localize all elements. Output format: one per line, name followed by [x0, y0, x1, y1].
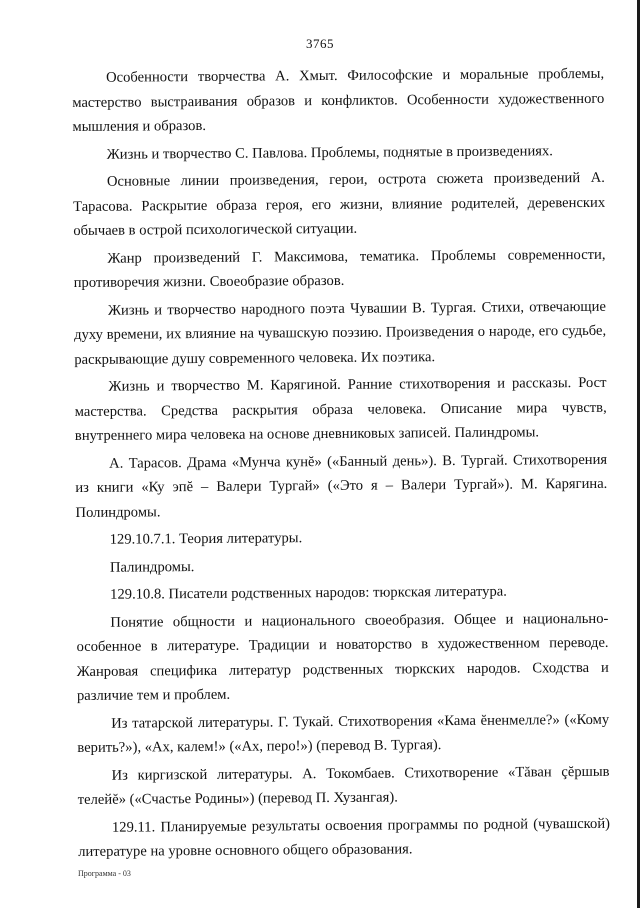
- paragraph-maksimov: Жанр произведений Г. Максимова, тематика. Проблемы современности, противоречия жизни. Своеобразие образов.: [73, 246, 606, 291]
- section-heading-results: 129.11. Планируемые результаты освоения программы по родной (чувашской) литературе на уровне основного общего образования.: [78, 815, 611, 860]
- paragraph-palindromes: Палиндромы.: [109, 558, 195, 576]
- section-heading-theory: 129.10.7.1. Теория литературы.: [109, 530, 303, 548]
- paragraph-tatar-literature: Из татарской литературы. Г. Тукай. Стихотворения «Кама ĕненмелле?» («Кому верить?»), «Ах, калем!» («Ах, перо!») (перевод В. Тургая).: [77, 711, 610, 756]
- page-number: 3765: [306, 36, 334, 51]
- paragraph-works-list: А. Тарасов. Драма «Мунча кунĕ» («Банный день»). В. Тургай. Стихотворения из книги «Ку эпĕ – Валери Тургай» («Это я – Валери Тургай»). М. Карягина. Полиндромы.: [75, 451, 608, 521]
- paragraph-khmyt: Особенности творчества А. Хмыт. Философские и моральные проблемы, мастерство выстраивания образов и конфликтов. Особенности художественного мышления и образов.: [72, 65, 605, 135]
- paragraph-pavlov: Жизнь и творчество С. Павлова. Проблемы, поднятые в произведениях.: [106, 142, 553, 163]
- paragraph-karyagina: Жизнь и творчество М. Карягиной. Ранние стихотворения и рассказы. Рост мастерства. Средства раскрытия образа человека. Описание мира чувств, внутреннего мира человека на основе дневниковых записей. Палиндромы.: [74, 374, 607, 444]
- paragraph-turgai: Жизнь и творчество народного поэта Чувашии В. Тургая. Стихи, отвечающие духу времени, их влияние на чувашскую поэзию. Произведения о народе, его судьбе, раскрывающие душу современного человека. Их поэтика.: [74, 298, 607, 368]
- paragraph-kyrgyz-literature: Из киргизской литературы. А. Токомбаев. Стихотворение «Тăван çĕршыв телейĕ» («Счастье Родины») (перевод П. Хузангая).: [77, 763, 610, 808]
- document-body: [72, 62, 610, 868]
- paragraph-tarasov: Основные линии произведения, герои, острота сюжета произведений А. Тарасова. Раскрытие образа героя, его жизни, влияние родителей, деревенских обычаев в острой психологической ситуации.: [73, 169, 606, 239]
- page-footer: Программа - 03: [78, 869, 131, 878]
- paragraph-national-identity: Понятие общности и национального своеобразия. Общее и национально-особенное в литературе. Традиции и новаторство в художественном переводе. Жанровая специфика литератур родственных тюркских народов. Сходства и различие тем и проблем.: [76, 610, 609, 704]
- section-heading-turkic: 129.10.8. Писатели родственных народов: тюркская литература.: [110, 583, 507, 603]
